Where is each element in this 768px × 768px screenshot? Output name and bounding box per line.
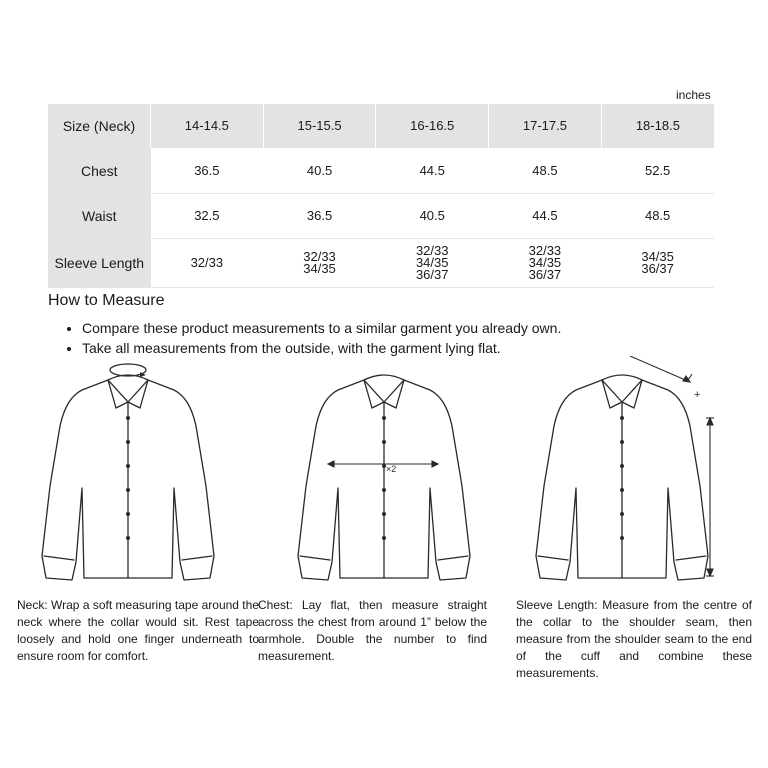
table-cell: 52.5 — [601, 148, 714, 194]
table-cell: 44.5 — [489, 194, 602, 239]
row-header-waist: Waist — [48, 194, 151, 239]
row-header-size-neck: Size (Neck) — [48, 104, 151, 148]
how-to-measure-title: How to Measure — [48, 292, 165, 309]
cell-line: 36/37 — [528, 267, 562, 282]
table-cell — [601, 239, 714, 288]
chest-multiplier-label: ×2 — [386, 464, 397, 474]
chest-description: Chest: Lay flat, then measure straight across the chest from around 1” below the armhole. Double the number to find measurement. — [258, 598, 487, 663]
row-header-chest: Chest — [48, 148, 151, 194]
cell-line: 32/33 — [415, 243, 449, 258]
cell-line: 34/35 — [303, 261, 336, 276]
sleeve-plus-label: + — [694, 389, 701, 401]
table-cell: 32.5 — [151, 194, 264, 239]
measure-tips-list — [64, 318, 722, 358]
table-cell — [263, 239, 376, 288]
table-cell: 40.5 — [376, 194, 489, 239]
table-cell — [151, 239, 264, 288]
table-row-chest — [48, 148, 714, 194]
units-label: inches — [676, 88, 711, 102]
cell-line: 34/35 — [641, 249, 674, 264]
cell-line: 32/33 — [528, 243, 562, 258]
size-column-header: 18-18.5 — [601, 104, 714, 148]
size-chart-table — [48, 104, 714, 288]
table-cell — [376, 239, 489, 288]
list-item: • Take all measurements from the outside, with the garment lying flat. — [82, 338, 722, 358]
list-item: • Compare these product measurements to a similar garment you already own. — [82, 318, 722, 338]
cell-line: 34/35 — [415, 255, 449, 270]
table-cell: 44.5 — [376, 148, 489, 194]
table-row-sleeve-length — [48, 239, 714, 288]
table-cell: 48.5 — [601, 194, 714, 239]
cell-line: 36/37 — [415, 267, 449, 282]
table-cell: 40.5 — [263, 148, 376, 194]
row-header-sleeve-length: Sleeve Length — [48, 239, 151, 288]
table-header-row — [48, 104, 714, 148]
cell-line: 32/33 — [190, 255, 224, 270]
table-cell — [489, 239, 602, 288]
sleeve-description: Sleeve Length: Measure from the centre of the collar to the shoulder seam, then measure from the shoulder seam to the end of the cuff and combine these measurements. — [516, 598, 752, 680]
chest-shirt-illustration — [294, 356, 474, 588]
sleeve-shirt-illustration — [532, 356, 732, 588]
table-cell: 36.5 — [263, 194, 376, 239]
size-column-header: 16-16.5 — [376, 104, 489, 148]
table-row-waist — [48, 194, 714, 239]
table-cell: 48.5 — [489, 148, 602, 194]
size-column-header: 15-15.5 — [263, 104, 376, 148]
sleeve-measure-arrow-icon — [628, 356, 714, 576]
table-cell: 36.5 — [151, 148, 264, 194]
neck-description: Neck: Wrap a soft measuring tape around the neck where the collar would sit. Rest tape loosely and hold one finger underneath to ensure room for comfort. — [17, 598, 259, 663]
size-column-header: 14-14.5 — [151, 104, 264, 148]
cell-line: 32/33 — [303, 249, 336, 264]
cell-line: 36/37 — [641, 261, 674, 276]
neck-shirt-illustration — [38, 356, 218, 588]
size-column-header: 17-17.5 — [489, 104, 602, 148]
cell-line: 34/35 — [528, 255, 562, 270]
